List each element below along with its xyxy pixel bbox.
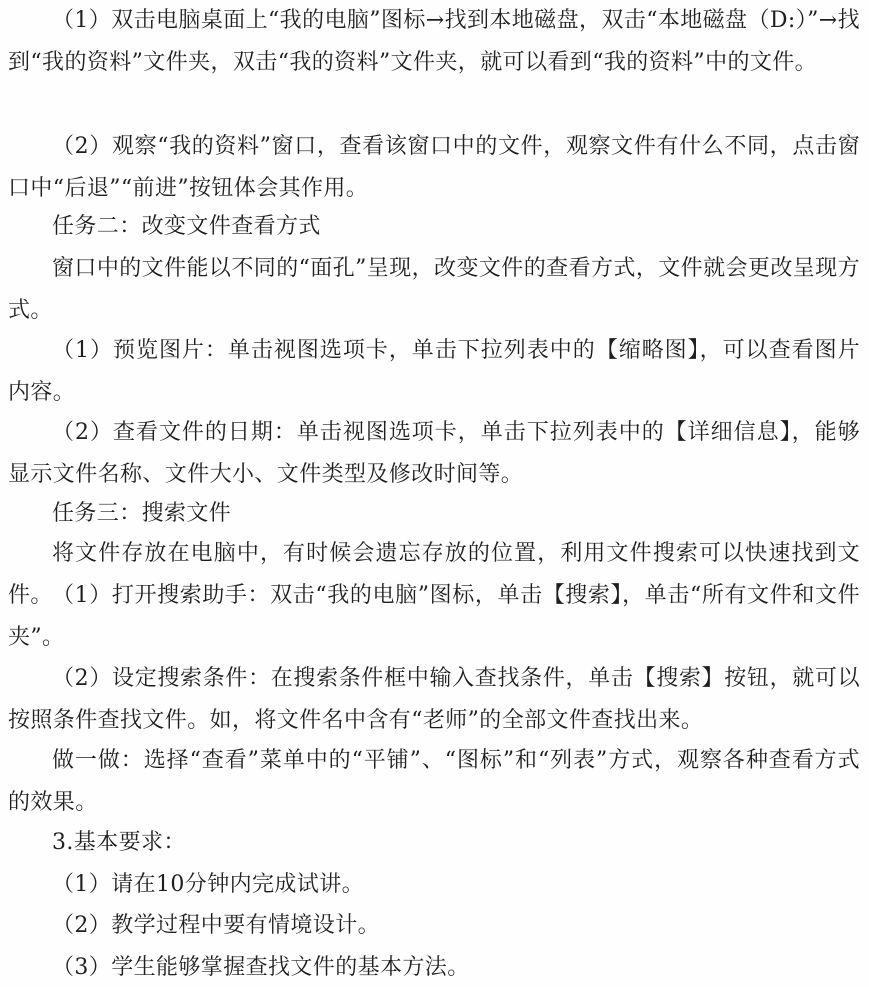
task-2-heading: 任务二：改变文件查看方式 [52,214,321,239]
requirement-3: （3）学生能够掌握查找文件的基本方法。 [52,955,470,980]
step-preview-images: （1）预览图片：单击视图选项卡，单击下拉列表中的【缩略图】，可以查看图片内容。 [8,338,860,405]
task-3-intro: 将文件存放在电脑中，有时候会遗忘存放的位置，利用文件搜索可以快速找到文件。 [8,541,860,608]
step-view-file-dates: （2）查看文件的日期：单击视图选项卡，单击下拉列表中的【详细信息】，能够显示文件名称、文件大小、文件类型及修改时间等。 [8,420,860,487]
step-1-open-my-computer: （1）双击电脑桌面上“我的电脑”图标→找到本地磁盘，双击“本地磁盘（D:）”→找到“我的资料”文件夹，双击“我的资料”文件夹，就可以看到“我的资料”中的文件。 [8,8,860,75]
task-3-heading: 任务三：搜索文件 [52,501,232,526]
basic-requirements-heading: 3.基本要求： [52,830,186,855]
step-set-search-criteria: （2）设定搜索条件：在搜索条件框中输入查找条件，单击【搜索】按钮，就可以按照条件查找文件。如，将文件名中含有“老师”的全部文件查找出来。 [8,666,860,733]
try-it-exercise: 做一做：选择“查看”菜单中的“平铺”、“图标”和“列表”方式，观察各种查看方式的效果。 [8,748,860,815]
step-open-search-assistant: （1）打开搜索助手：双击“我的电脑”图标，单击【搜索】，单击“所有文件和文件夹”。 [8,583,860,650]
requirement-1: （1）请在10分钟内完成试讲。 [52,872,364,897]
requirement-2: （2）教学过程中要有情境设计。 [52,913,380,938]
step-2-observe-window: （2）观察“我的资料”窗口，查看该窗口中的文件，观察文件有什么不同，点击窗口中“后退”“前进”按钮体会其作用。 [8,134,860,201]
task-2-intro: 窗口中的文件能以不同的“面孔”呈现，改变文件的查看方式，文件就会更改呈现方式。 [8,256,860,323]
